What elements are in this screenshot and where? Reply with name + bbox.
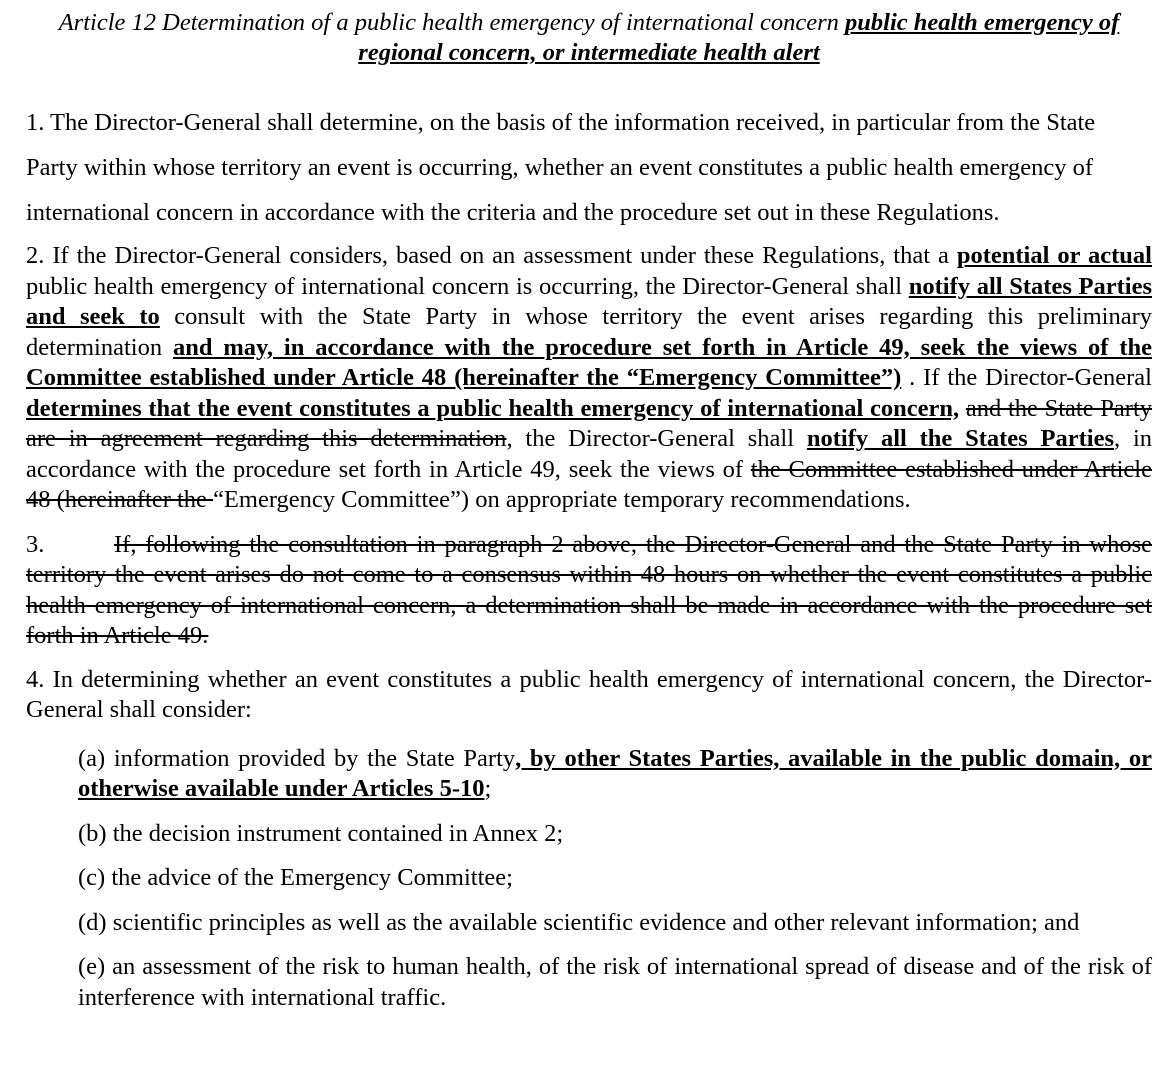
paragraph-2-text: consult with the State Party in whose territory the event arises regarding this preliminary determination	[26, 303, 1152, 361]
document-page	[26, 0, 1152, 1027]
list-item-insertion: , by other States Parties, available in the public domain, or otherwise available under Articles 5-10	[78, 744, 1152, 802]
paragraph-2-insertion: notify all the States Parties	[806, 425, 1114, 452]
list-item	[78, 744, 1152, 805]
paragraph-2-insertion: notify all States Parties and seek to	[26, 272, 1152, 330]
paragraph-2-text: public health emergency of international concern is occurring, the Director-General shall	[26, 272, 909, 300]
paragraph-3-text: If, following the consultation in paragraph 2 above, the Director-General and the State Party in whose territory the event arises do not come to a consensus within 48 hours on whether the event constitutes a public health emergency of international concern, a determination shall be made in accordance with the procedure set forth in Article 49.	[26, 530, 1152, 649]
paragraph-3-number: 3.	[26, 530, 45, 558]
list-item: (b) the decision instrument contained in Annex 2;	[78, 819, 564, 847]
list-item: (c) the advice of the Emergency Committee;	[78, 864, 513, 891]
paragraph-3-deleted	[26, 530, 1152, 652]
list-item-text: (a) information provided by the State Party	[78, 744, 516, 772]
paragraph-2-text	[959, 395, 966, 422]
list-item: (d) scientific principles as well as the available scientific evidence and other relevant information; and	[78, 908, 1080, 936]
paragraph-2-text: 2. If the Director-General considers, based on an assessment under these Regulations, that a	[26, 242, 957, 269]
paragraph-2-insertion: potential or actual	[956, 242, 1152, 269]
paragraph-4: 4. In determining whether an event constitutes a public health emergency of international concern, the Director-General shall consider:	[26, 665, 1152, 723]
article-title-text: Article 12 Determination of a public health emergency of international concern	[58, 9, 846, 36]
paragraph-2	[26, 241, 1152, 516]
paragraph-2-insertion: and may, in accordance with the procedure set forth in Article 49, seek the views of the Committee established under Article 48 (hereinafter the “Emergency Committee”)	[26, 333, 1152, 391]
article-title	[26, 8, 1152, 68]
list-item: (e) an assessment of the risk to human health, of the risk of international spread of disease and of the risk of interference with international traffic.	[78, 953, 1152, 1011]
paragraph-2-text: “Emergency Committee”) on appropriate temporary recommendations.	[213, 486, 911, 513]
paragraph-1: 1. The Director-General shall determine, on the basis of the information received, in particular from the State Party within whose territory an event is occurring, whether an event constitutes a public health emergency of international concern in accordance with the criteria and the procedure set out in these Regulations.	[26, 109, 1096, 226]
paragraph-2-text: , in accordance with the procedure set forth in Article 49, seek the views of	[26, 425, 1153, 483]
criteria-list	[78, 744, 1152, 1014]
paragraph-2-deletion: and the State Party are in agreement regarding this determination	[26, 394, 1153, 452]
paragraph-2-text: , the Director-General shall	[506, 425, 807, 452]
paragraph-2-deletion: the Committee established under Article 48 (hereinafter the	[26, 455, 1152, 513]
paragraph-2-insertion: determines that the event constitutes a public health emergency of international concern,	[26, 394, 960, 422]
list-item-text: ;	[484, 775, 492, 802]
paragraph-2-text: . If the Director-General	[901, 364, 1152, 391]
article-title-insertion: public health emergency of regional concern, or intermediate health alert	[358, 9, 1120, 66]
